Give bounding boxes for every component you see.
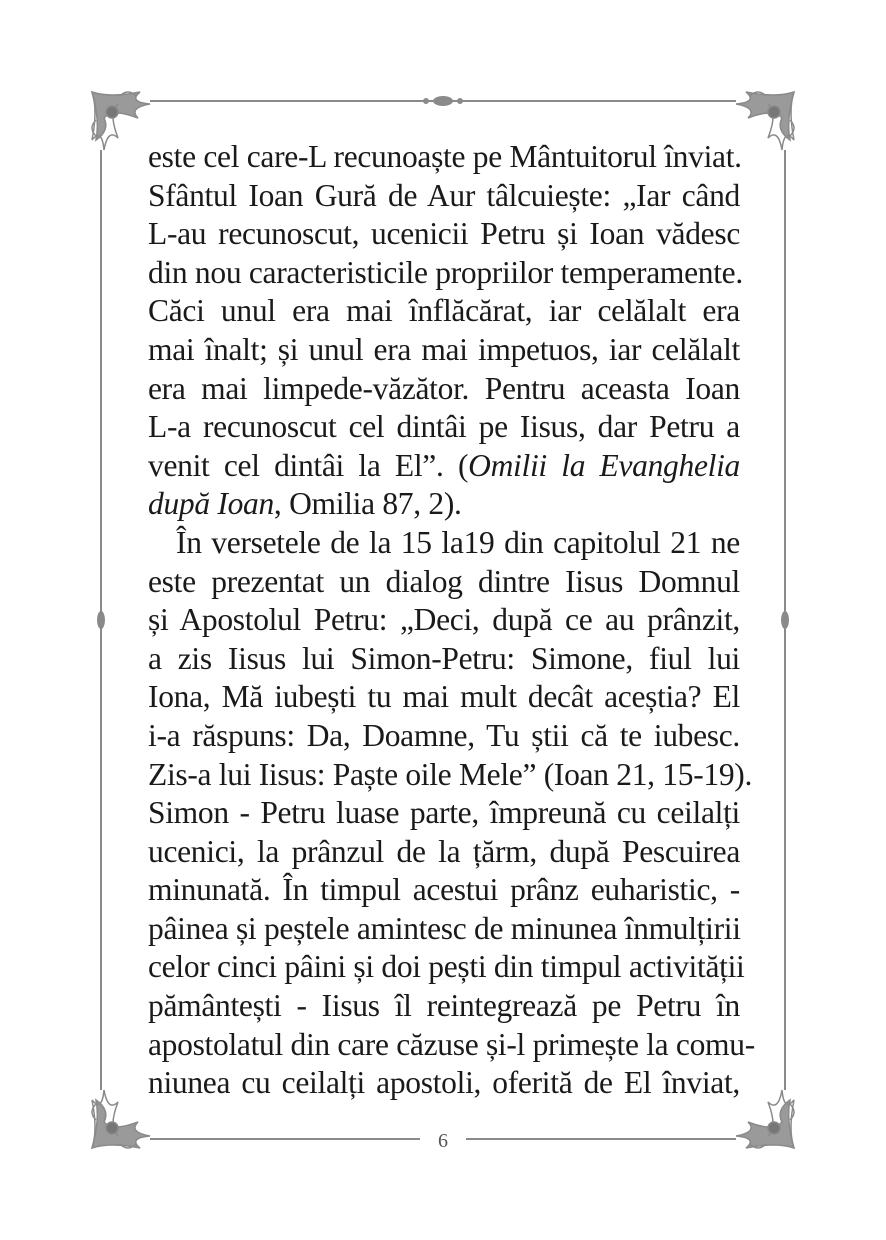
text-line: i-a răspuns: Da, Doamne, Tu știi că te iubesc. xyxy=(148,717,740,753)
text-line: Căci unul era mai înflăcărat, iar celălalt era xyxy=(148,293,740,329)
text-line: din nou caracteristicile propriilor temperamente. xyxy=(148,254,743,290)
text-line: celor cinci pâini și doi pești din timpul activității xyxy=(148,949,745,985)
text-line: Simon - Petru luase parte, împreună cu ceilalți xyxy=(148,795,740,831)
text-line: minunată. În timpul acestui prânz euharistic, - xyxy=(148,872,740,908)
text-line: Iona, Mă iubești tu mai mult decât aceștia? El xyxy=(148,679,740,715)
body-text xyxy=(148,138,755,1103)
text-line: În versetele de la 15 la19 din capitolul 21 ne xyxy=(176,524,740,560)
text-fragment: venit cel dintâi la El”. ( xyxy=(148,447,469,483)
corner-ornament-tl xyxy=(92,92,150,150)
text-line: și Apostolul Petru: „Deci, după ce au prânzit, xyxy=(148,602,740,638)
text-line: pâinea și peștele amintesc de minunea înmulțirii xyxy=(148,910,741,946)
text-line: este prezentat un dialog dintre Iisus Domnul xyxy=(148,563,740,599)
text-line: a zis Iisus lui Simon-Petru: Simone, fiul lui xyxy=(148,640,740,676)
text-line: este cel care-L recunoaște pe Mântuitorul înviat. xyxy=(148,139,742,174)
text-line: Sfântul Ioan Gură de Aur tâlcuiește: „Iar când xyxy=(148,177,740,213)
text-line: L-a recunoscut cel dintâi pe Iisus, dar Petru a xyxy=(148,409,740,445)
text-line-with-italic xyxy=(148,485,740,524)
text-fragment: , Omilia 87, 2). xyxy=(273,486,462,522)
top-center-ornament xyxy=(423,96,463,106)
corner-ornament-tr xyxy=(736,92,794,150)
text-line-with-italic xyxy=(148,447,740,486)
italic-title-fragment: Omilii la Evanghelia xyxy=(468,447,740,483)
text-line: mai înalt; și unul era mai impetuos, iar celălalt xyxy=(148,331,740,367)
text-line: Zis-a lui Iisus: Paște oile Mele” (Ioan 21, 15-19). xyxy=(148,756,753,792)
text-line: era mai limpede-văzător. Pentru aceasta Ioan xyxy=(148,370,740,406)
text-line: apostolatul din care căzuse și-l primește la comu- xyxy=(148,1026,755,1062)
page-number: 6 xyxy=(438,1130,448,1152)
text-line: niunea cu ceilalți apostoli, oferită de El înviat, xyxy=(148,1065,740,1101)
text-line: L-au recunoscut, ucenicii Petru și Ioan vădesc xyxy=(148,216,740,252)
text-line: ucenici, la prânzul de la țărm, după Pescuirea xyxy=(148,833,740,869)
text-line: pământești - Iisus îl reintegrează pe Petru în xyxy=(148,988,740,1024)
italic-title-fragment: după Ioan xyxy=(148,486,274,522)
